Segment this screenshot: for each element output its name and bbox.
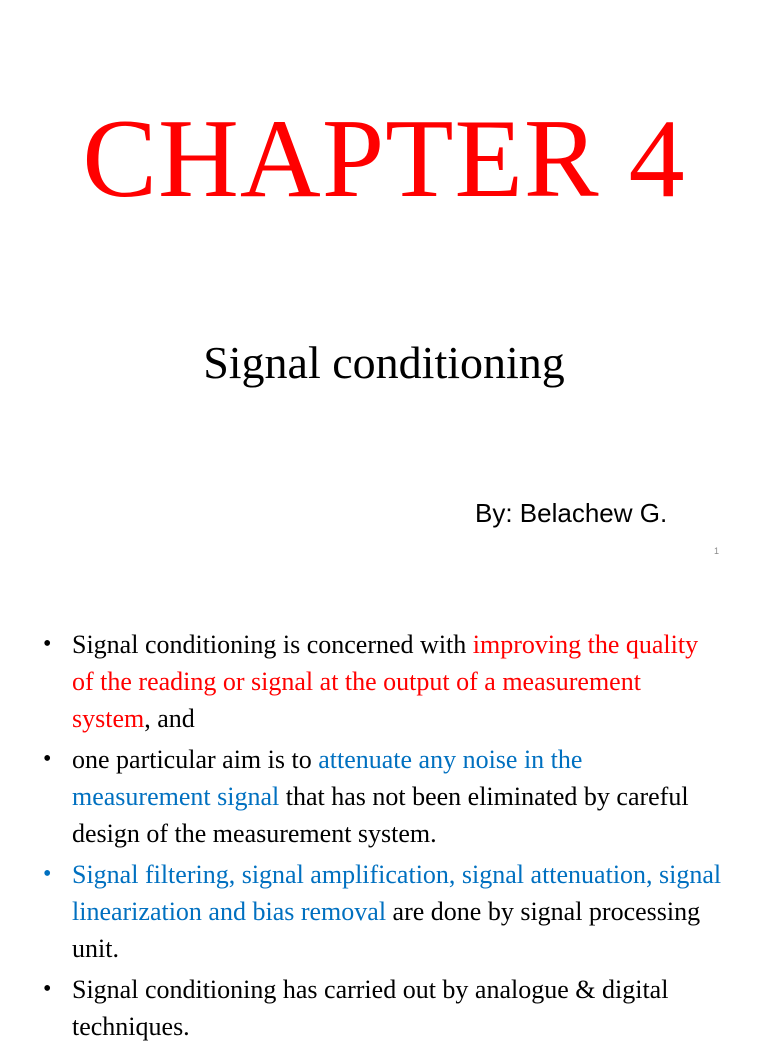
- author-line: By: Belachew G.: [475, 498, 668, 528]
- bullet-highlight-blue: Signal filtering, signal amplification, signal attenuation, signal linearization and bias removal: [72, 860, 722, 926]
- bullet-text: , and: [144, 704, 195, 733]
- bullet-list: [0, 626, 768, 1049]
- bullet-text: Signal conditioning is concerned with: [72, 630, 473, 659]
- bullet-dot: •: [43, 976, 52, 1002]
- bullet-item: [0, 741, 768, 852]
- bullet-dot: •: [43, 746, 52, 772]
- bullet-item: [0, 626, 768, 737]
- bullet-text: Signal conditioning has carried out by analogue & digital techniques.: [72, 975, 669, 1041]
- chapter-title: CHAPTER 4: [82, 97, 686, 221]
- slide-subtitle: Signal conditioning: [203, 337, 565, 388]
- bullet-highlight-blue: attenuate any noise in the measurement signal: [72, 745, 583, 811]
- bullet-item: [0, 856, 768, 967]
- bullet-highlight-red: improving the quality of the reading or signal at the output of a measurement system: [72, 630, 699, 733]
- bullet-text: are done by signal processing unit.: [72, 897, 701, 963]
- bullet-dot: •: [43, 861, 52, 887]
- bullet-item: [0, 971, 768, 1045]
- page-number: 1: [714, 546, 720, 556]
- bullet-text: one particular aim is to: [72, 745, 319, 774]
- bullet-text: that has not been eliminated by careful design of the measurement system.: [72, 782, 689, 848]
- bullet-dot: •: [43, 631, 52, 657]
- content-slide: [0, 576, 768, 1041]
